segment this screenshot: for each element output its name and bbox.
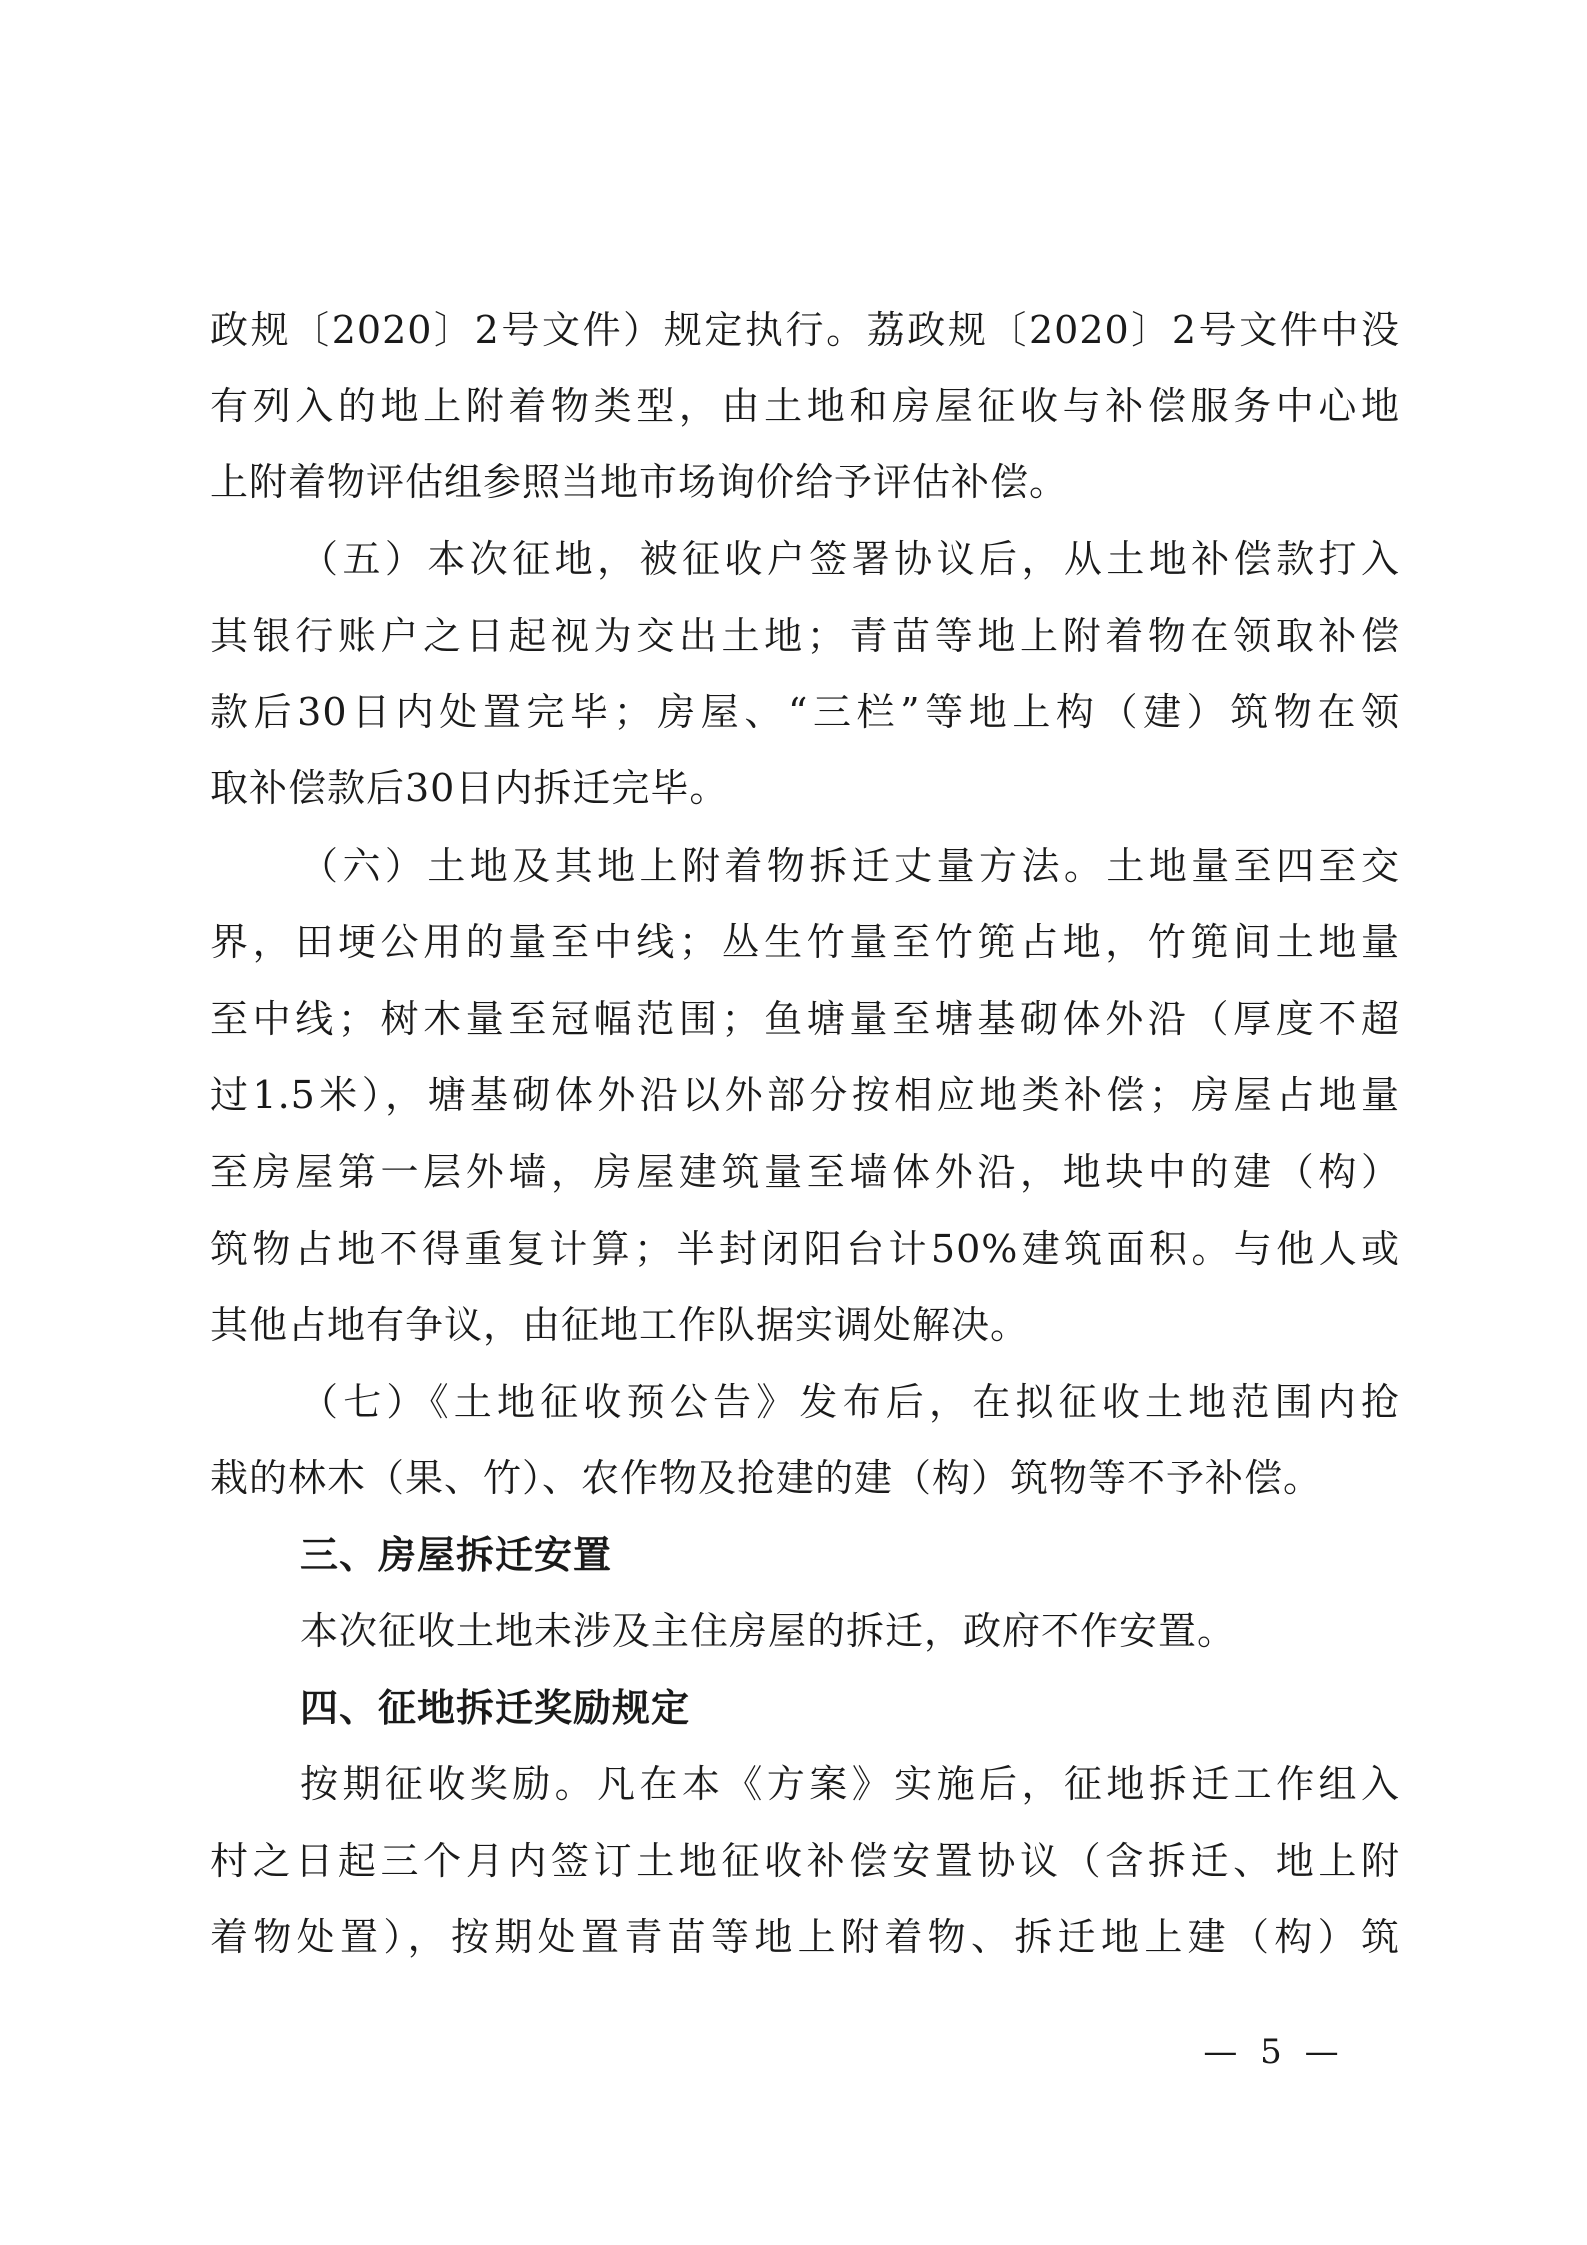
body-line: 有列入的地上附着物类型，由土地和房屋征收与补偿服务中心地: [210, 384, 1400, 428]
body-line: （五）本次征地，被征收户签署协议后，从土地补偿款打入: [300, 537, 1400, 581]
page-number: — 5 —: [1203, 2032, 1345, 2072]
body-line: （七）《土地征收预公告》发布后，在拟征收土地范围内抢: [300, 1380, 1400, 1424]
body-line: 按期征收奖励。凡在本《方案》实施后，征地拆迁工作组入: [300, 1762, 1400, 1806]
body-line: 款后30日内处置完毕；房屋、“三栏”等地上构（建）筑物在领: [210, 690, 1400, 734]
body-line: 取补偿款后30日内拆迁完毕。: [210, 766, 729, 810]
body-line: 其银行账户之日起视为交出土地；青苗等地上附着物在领取补偿: [210, 614, 1400, 658]
body-line: 界，田埂公用的量至中线；丛生竹量至竹篼占地，竹篼间土地量: [210, 920, 1400, 964]
body-line: 本次征收土地未涉及主住房屋的拆迁，政府不作安置。: [300, 1609, 1237, 1653]
section-heading: 四、征地拆迁奖励规定: [300, 1686, 691, 1730]
body-line: 筑物占地不得重复计算；半封闭阳台计50%建筑面积。与他人或: [210, 1227, 1400, 1271]
body-line: 至中线；树木量至冠幅范围；鱼塘量至塘基砌体外沿（厚度不超: [210, 997, 1400, 1041]
body-line: （六）土地及其地上附着物拆迁丈量方法。土地量至四至交: [300, 844, 1400, 888]
section-heading: 三、房屋拆迁安置: [300, 1533, 613, 1577]
body-line: 其他占地有争议，由征地工作队据实调处解决。: [210, 1303, 1030, 1347]
body-line: 过1.5米），塘基砌体外沿以外部分按相应地类补偿；房屋占地量: [210, 1073, 1400, 1117]
body-line: 至房屋第一层外墙，房屋建筑量至墙体外沿，地块中的建（构）: [210, 1150, 1400, 1194]
body-line: 着物处置），按期处置青苗等地上附着物、拆迁地上建（构）筑: [210, 1915, 1400, 1959]
body-line: 上附着物评估组参照当地市场询价给予评估补偿。: [210, 460, 1069, 504]
body-line: 栽的林木（果、竹）、农作物及抢建的建（构）筑物等不予补偿。: [210, 1456, 1323, 1500]
body-line: 政规〔2020〕2号文件）规定执行。荔政规〔2020〕2号文件中没: [210, 308, 1400, 352]
body-line: 村之日起三个月内签订土地征收补偿安置协议（含拆迁、地上附: [210, 1839, 1400, 1883]
